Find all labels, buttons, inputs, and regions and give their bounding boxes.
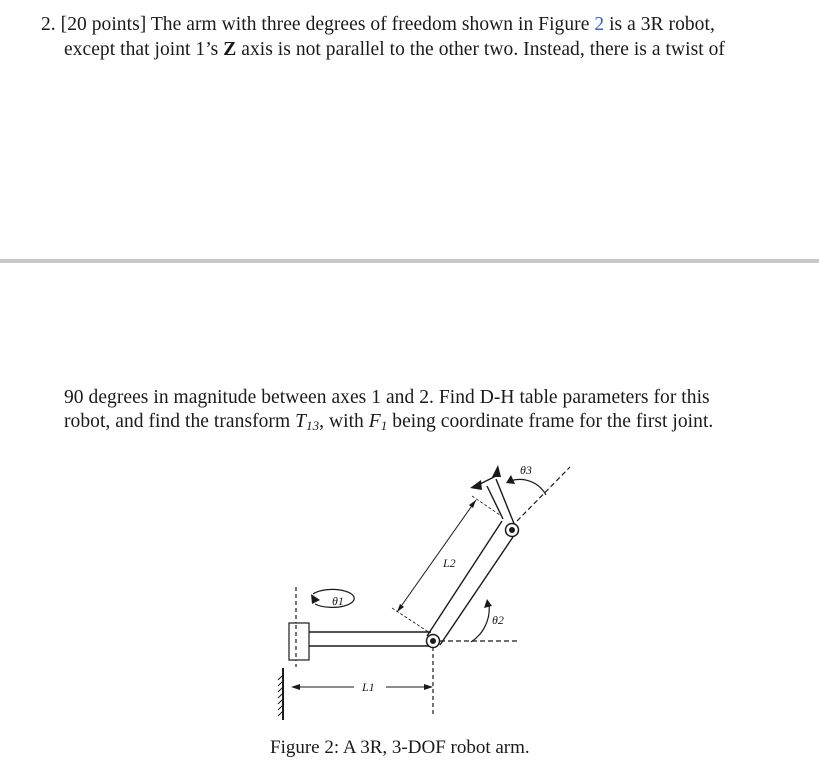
theta2-arc: [471, 604, 489, 642]
theta1-label: θ1: [332, 594, 344, 608]
problem-text: 90 degrees in magnitude between axes 1 and 2. Find D-H table parameters for this: [64, 387, 710, 408]
page-divider: [0, 259, 819, 263]
link-L2: [427, 521, 502, 636]
problem-text: being coordinate frame for the first joint.: [392, 411, 714, 432]
problem-line-2: [64, 38, 725, 62]
problem-text: , with: [319, 411, 364, 432]
problem-line-1: [41, 13, 715, 37]
theta3-arc: [510, 479, 546, 495]
problem-text: is a 3R robot,: [609, 14, 715, 35]
frame-symbol: $F_1$: [368, 411, 388, 433]
theta2-label: θ2: [492, 613, 504, 627]
theta3-label: θ3: [520, 463, 532, 477]
problem-number: 2.: [41, 14, 56, 35]
problem-text: The arm with three degrees of freedom shown in Figure: [150, 14, 590, 35]
problem-text: robot, and find the transform: [64, 411, 291, 432]
L2-dimension-line: [397, 500, 476, 612]
axis-label: Z: [223, 39, 237, 60]
transform-symbol: $T_{13}$: [295, 411, 320, 433]
figure-caption: Figure 2: A 3R, 3-DOF robot arm.: [270, 737, 530, 758]
problem-line-3: [64, 386, 710, 410]
problem-points: [20 points]: [60, 14, 147, 35]
figure-reference-link[interactable]: 2: [594, 14, 605, 35]
problem-text: except that joint 1’s: [64, 39, 219, 60]
robot-arm-diagram: [0, 455, 819, 725]
joint1-housing: [289, 623, 309, 660]
problem-text: axis is not parallel to the other two. Instead, there is a twist of: [241, 39, 725, 60]
problem-line-4: [64, 410, 713, 434]
L1-label: L1: [362, 680, 375, 694]
L2-label: L2: [443, 556, 456, 570]
